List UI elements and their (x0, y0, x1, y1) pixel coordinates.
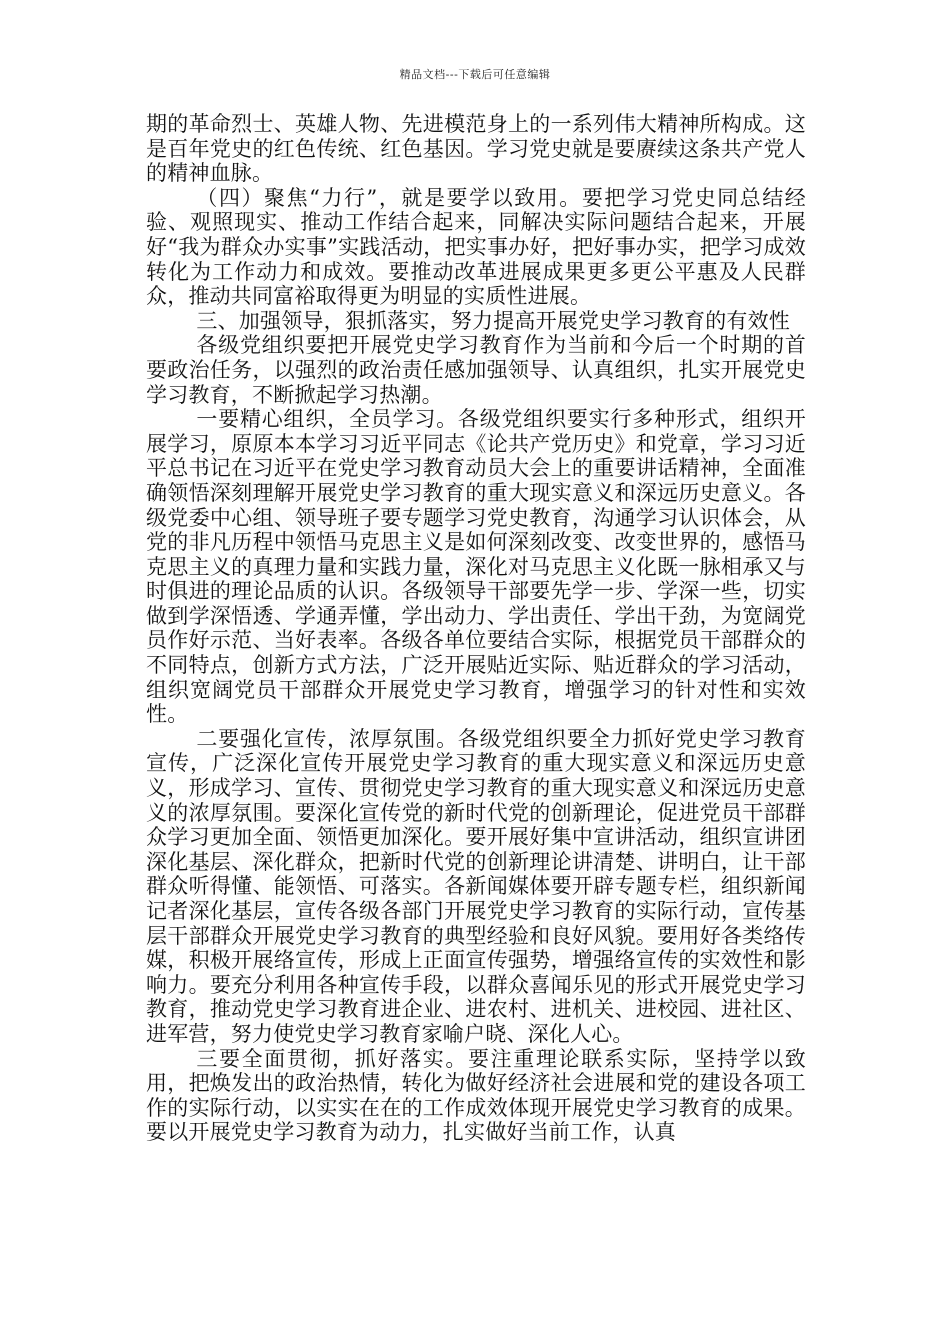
paragraph: 各级党组织要把开展党史学习教育作为当前和今后一个时期的首要政治任务，以强烈的政治责任感加强领导、认真组织，扎实开展党史学习教育，不断掀起学习热潮。 (146, 333, 806, 407)
paragraph: 三要全面贯彻，抓好落实。要注重理论联系实际，坚持学以致用，把焕发出的政治热情，转化为做好经济社会进展和党的建设各项工作的实际行动，以实实在在的工作成效体现开展党史学习教育的成果。要以开展党史学习教育为动力，扎实做好当前工作，认真 (146, 1046, 806, 1145)
page-header-watermark: 精品文档---下载后可任意编辑 (399, 68, 551, 81)
paragraph: 二要强化宣传，浓厚氛围。各级党组织要全力抓好党史学习教育宣传，广泛深化宣传开展党史学习教育的重大现实意义和深远历史意义，形成学习、宣传、贯彻党史学习教育的重大现实意义和深远历史意义的浓厚氛围。要深化宣传党的新时代党的创新理论，促进党员干部群众学习更加全面、领悟更加深化。要开展好集中宣讲活动，组织宣讲团深化基层、深化群众，把新时代党的创新理论讲清楚、讲明白，让干部群众听得懂、能领悟、可落实。各新闻媒体要开辟专题专栏，组织新闻记者深化基层，宣传各级各部门开展党史学习教育的实际行动，宣传基层干部群众开展党史学习教育的典型经验和良好风貌。要用好各类络传媒，积极开展络宣传，形成上正面宣传强势，增强络宣传的实效性和影响力。要充分利用各种宣传手段，以群众喜闻乐见的形式开展党史学习教育，推动党史学习教育进企业、进农村、进机关、进校园、进社区、进军营，努力使党史学习教育家喻户晓、深化人心。 (146, 726, 806, 1046)
section-heading: 三、加强领导，狠抓落实，努力提高开展党史学习教育的有效性 (196, 308, 790, 333)
paragraph: （四）聚焦“力行”，就是要学以致用。要把学习党史同总结经验、观照现实、推动工作结合起来，同解决实际问题结合起来，开展好“我为群众办实事”实践活动，把实事办好，把好事办实，把学习成效转化为工作动力和成效。要推动改革进展成果更多更公平惠及人民群众，推动共同富裕取得更为明显的实质性进展。 (146, 185, 806, 309)
paragraph: 期的革命烈士、英雄人物、先进模范身上的一系列伟大精神所构成。这是百年党史的红色传统、红色基因。学习党史就是要赓续这条共产党人的精神血脉。 (146, 112, 806, 186)
paragraph: 一要精心组织，全员学习。各级党组织要实行多种形式，组织开展学习，原原本本学习习近平同志《论共产党历史》和党章，学习习近平总书记在习近平在党史学习教育动员大会上的重要讲话精神，全面准确领悟深刻理解开展党史学习教育的重大现实意义和深远历史意义。各级党委中心组、领导班子要专题学习党史教育，沟通学习认识体会，从党的非凡历程中领悟马克思主义是如何深刻改变、改变世界的，感悟马克思主义的真理力量和实践力量，深化对马克思主义化既一脉相承又与时俱进的理论品质的认识。各级领导干部要先学一步、学深一些，切实做到学深悟透、学通弄懂，学出动力、学出责任、学出干劲，为宽阔党员作好示范、当好表率。各级各单位要结合实际，根据党员干部群众的不同特点，创新方式方法，广泛开展贴近实际、贴近群众的学习活动，组织宽阔党员干部群众开展党史学习教育，增强学习的针对性和实效性。 (146, 407, 806, 727)
document-body (146, 112, 806, 1145)
